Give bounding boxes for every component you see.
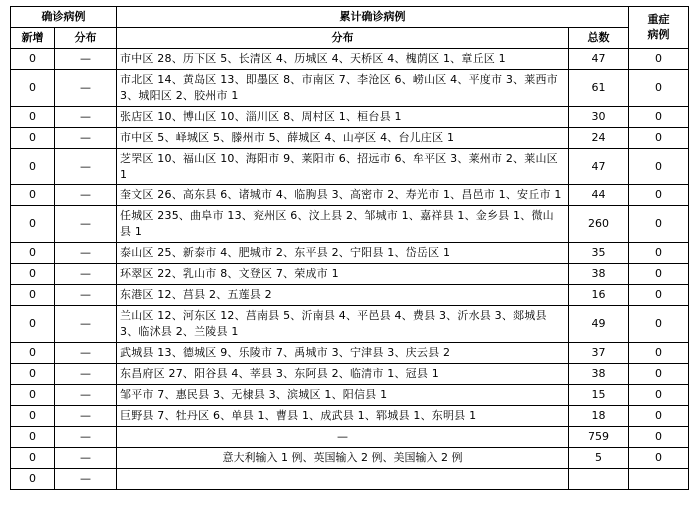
table-row [11,426,689,447]
header-col-distribution: 分布 [117,27,569,48]
table-row [11,285,689,306]
cell-distribution: 邹平市 7、惠民县 3、无棣县 3、滨城区 1、阳信县 1 [117,384,569,405]
header-col-total: 总数 [569,27,629,48]
cell-new-cases: 0 [11,264,55,285]
covid-case-distribution-table [10,6,689,490]
cell-distribution: 泰山区 25、新泰市 4、肥城市 2、东平县 2、宁阳县 1、岱岳区 1 [117,243,569,264]
cell-distribution: 奎文区 26、高东县 6、诸城市 4、临朐县 3、高密市 2、寿光市 1、昌邑市 1、安丘市 1 [117,185,569,206]
cell-severe: 0 [629,405,689,426]
table-row [11,342,689,363]
header-severe-line2: 病例 [647,28,670,42]
table-row [11,106,689,127]
cell-distribution: 兰山区 12、河东区 12、莒南县 5、沂南县 4、平邑县 4、费县 3、沂水县 3、郯城县 3、临沭县 2、兰陵县 1 [117,306,569,343]
cell-new-distribution: — [55,264,117,285]
cell-new-distribution: — [55,148,117,185]
header-group-new-cases: 确诊病例 [11,7,117,28]
cell-total: 44 [569,185,629,206]
cell-distribution: 东港区 12、莒县 2、五莲县 2 [117,285,569,306]
cell-severe: 0 [629,306,689,343]
cell-distribution: 环翠区 22、乳山市 8、文登区 7、荣成市 1 [117,264,569,285]
cell-severe: 0 [629,447,689,468]
cell-total: 15 [569,384,629,405]
cell-new-distribution: — [55,384,117,405]
cell-new-cases: 0 [11,426,55,447]
cell-distribution: 市北区 14、黄岛区 13、即墨区 8、市南区 7、李沧区 6、崂山区 4、平度市 3、莱西市 3、城阳区 2、胶州市 1 [117,69,569,106]
cell-new-distribution: — [55,69,117,106]
table-row [11,363,689,384]
cell-new-cases: 0 [11,206,55,243]
cell-severe: 0 [629,127,689,148]
cell-total: 24 [569,127,629,148]
cell-new-distribution: — [55,127,117,148]
cell-total [569,468,629,489]
cell-distribution: 任城区 235、曲阜市 13、兖州区 6、汶上县 2、邹城市 1、嘉祥县 1、金乡县 1、微山县 1 [117,206,569,243]
cell-new-distribution: — [55,185,117,206]
cell-distribution: 市中区 5、峄城区 5、滕州市 5、薛城区 4、山亭区 4、台儿庄区 1 [117,127,569,148]
cell-distribution: 芝罘区 10、福山区 10、海阳市 9、莱阳市 6、招远市 6、牟平区 3、莱州市 2、莱山区 1 [117,148,569,185]
cell-new-cases: 0 [11,342,55,363]
cell-new-cases: 0 [11,285,55,306]
cell-new-cases: 0 [11,185,55,206]
table-row [11,405,689,426]
header-severe-line1: 重症 [647,12,670,26]
cell-total: 18 [569,405,629,426]
cell-total: 38 [569,264,629,285]
cell-severe: 0 [629,206,689,243]
table-row [11,127,689,148]
cell-severe: 0 [629,264,689,285]
cell-total: 47 [569,148,629,185]
cell-total: 5 [569,447,629,468]
cell-new-cases: 0 [11,48,55,69]
table-body [11,48,689,489]
table-row [11,148,689,185]
table-row [11,206,689,243]
cell-new-distribution: — [55,306,117,343]
cell-distribution: 巨野县 7、牡丹区 6、单县 1、曹县 1、成武县 1、郓城县 1、东明县 1 [117,405,569,426]
table-header [11,7,689,49]
cell-new-cases: 0 [11,127,55,148]
cell-severe: 0 [629,148,689,185]
cell-total: 759 [569,426,629,447]
cell-distribution: 武城县 13、德城区 9、乐陵市 7、禹城市 3、宁津县 3、庆云县 2 [117,342,569,363]
cell-distribution: 意大利输入 1 例、英国输入 2 例、美国输入 2 例 [117,447,569,468]
cell-new-distribution: — [55,285,117,306]
cell-severe: 0 [629,48,689,69]
cell-new-distribution: — [55,48,117,69]
header-group-cumulative-cases: 累计确诊病例 [117,7,629,28]
table-row [11,306,689,343]
cell-severe: 0 [629,243,689,264]
table-row [11,384,689,405]
cell-total: 61 [569,69,629,106]
cell-new-cases: 0 [11,106,55,127]
header-col-new-distribution: 分布 [55,27,117,48]
table-row [11,264,689,285]
cell-total: 16 [569,285,629,306]
cell-new-distribution: — [55,405,117,426]
table-row [11,48,689,69]
cell-distribution: 市中区 28、历下区 5、长清区 4、历城区 4、天桥区 4、槐荫区 1、章丘区 1 [117,48,569,69]
cell-severe: 0 [629,285,689,306]
cell-new-cases: 0 [11,243,55,264]
table-header-group-row [11,7,689,28]
cell-distribution: 张店区 10、博山区 10、淄川区 8、周村区 1、桓台县 1 [117,106,569,127]
table-row [11,69,689,106]
cell-total: 49 [569,306,629,343]
report-sheet [0,6,700,506]
table-header-sub-row [11,27,689,48]
cell-new-cases: 0 [11,363,55,384]
header-col-new: 新增 [11,27,55,48]
cell-new-cases: 0 [11,306,55,343]
cell-severe: 0 [629,69,689,106]
cell-total: 35 [569,243,629,264]
cell-new-distribution: — [55,206,117,243]
cell-new-distribution: — [55,342,117,363]
cell-severe: 0 [629,426,689,447]
cell-total: 47 [569,48,629,69]
cell-new-distribution: — [55,363,117,384]
cell-total: 37 [569,342,629,363]
cell-severe: 0 [629,363,689,384]
cell-distribution: — [117,426,569,447]
table-row [11,243,689,264]
cell-total: 30 [569,106,629,127]
cell-new-distribution: — [55,106,117,127]
cell-total: 38 [569,363,629,384]
cell-severe: 0 [629,185,689,206]
cell-new-distribution: — [55,243,117,264]
cell-new-cases: 0 [11,69,55,106]
cell-severe: 0 [629,106,689,127]
table-row [11,447,689,468]
cell-severe [629,468,689,489]
cell-distribution [117,468,569,489]
cell-new-cases: 0 [11,468,55,489]
cell-new-distribution: — [55,468,117,489]
cell-severe: 0 [629,342,689,363]
cell-severe: 0 [629,384,689,405]
cell-total: 260 [569,206,629,243]
table-row [11,468,689,489]
cell-new-cases: 0 [11,384,55,405]
header-group-severe-cases [629,7,689,49]
cell-new-cases: 0 [11,447,55,468]
table-row [11,185,689,206]
cell-new-distribution: — [55,447,117,468]
cell-new-cases: 0 [11,148,55,185]
cell-new-distribution: — [55,426,117,447]
cell-new-cases: 0 [11,405,55,426]
cell-distribution: 东昌府区 27、阳谷县 4、莘县 3、东阿县 2、临清市 1、冠县 1 [117,363,569,384]
